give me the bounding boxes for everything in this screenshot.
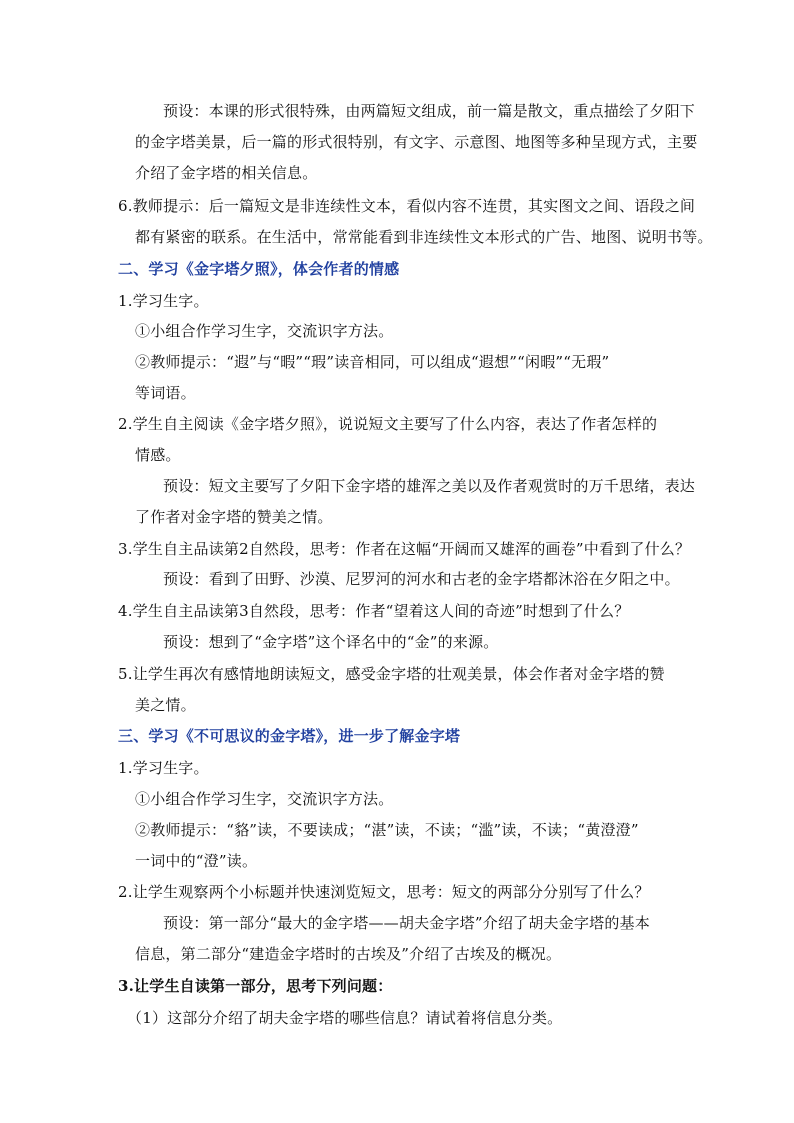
text-line: 信息，第二部分“建造金字塔时的古埃及”介绍了古埃及的概况。 — [135, 945, 562, 963]
text-line: 5.让学生再次有感情地朗读短文，感受金字塔的壮观美景，体会作者对金字塔的赞 — [118, 665, 665, 683]
text-line: 1.学习生字。 — [118, 292, 209, 310]
text-line: 预设：看到了田野、沙漠、尼罗河的河水和古老的金字塔都沐浴在夕阳之中。 — [163, 570, 680, 588]
text-line: 的金字塔美景，后一篇的形式很特别，有文字、示意图、地图等多种呈现方式，主要 — [135, 133, 698, 151]
text-line: 3.让学生自读第一部分，思考下列问题： — [118, 977, 393, 995]
section-heading-2: 二、学习《金字塔夕照》，体会作者的情感 — [118, 260, 400, 278]
text-line: 美之情。 — [135, 696, 196, 714]
text-line: 3.学生自主品读第2自然段，思考：作者在这幅“开阔而又雄浑的画卷”中看到了什么？ — [118, 540, 691, 558]
text-line: ①小组合作学习生字，交流识字方法。 — [135, 322, 394, 340]
text-line: 预设：想到了“金字塔”这个译名中的“金”的来源。 — [163, 633, 499, 651]
text-line: 预设：第一部分“最大的金字塔——胡夫金字塔”介绍了胡夫金字塔的基本 — [163, 914, 650, 932]
text-line: ①小组合作学习生字，交流识字方法。 — [135, 790, 394, 808]
section-heading-3: 三、学习《不可思议的金字塔》，进一步了解金字塔 — [118, 727, 461, 745]
text-line: 2.让学生观察两个小标题并快速浏览短文，思考：短文的两部分分别写了什么？ — [118, 883, 650, 901]
text-line: 2.学生自主阅读《金字塔夕照》，说说短文主要写了什么内容，表达了作者怎样的 — [118, 415, 658, 433]
text-line: 情感。 — [135, 446, 181, 464]
text-line: 预设：本课的形式很特殊，由两篇短文组成，前一篇是散文，重点描绘了夕阳下 — [163, 102, 696, 120]
text-line: （1）这部分介绍了胡夫金字塔的哪些信息？请试着将信息分类。 — [127, 1009, 563, 1027]
text-line: 6.教师提示：后一篇短文是非连续性文本，看似内容不连贯，其实图文之间、语段之间 — [118, 197, 696, 215]
text-line: 1.学习生字。 — [118, 759, 209, 777]
text-line: 预设：短文主要写了夕阳下金字塔的雄浑之美以及作者观赏时的万千思绪，表达 — [163, 477, 696, 495]
text-line: 等词语。 — [135, 384, 196, 402]
text-line: ②教师提示：“貉”读，不要读成；“湛”读，不读；“滥”读，不读；“黄澄澄” — [135, 821, 639, 839]
text-line: ②教师提示：“遐”与“暇”“瑕”读音相同，可以组成“遐想”“闲暇”“无瑕” — [135, 353, 610, 371]
text-line: 一词中的“澄”读。 — [135, 852, 258, 870]
text-line: 了作者对金字塔的赞美之情。 — [135, 508, 333, 526]
text-line: 4.学生自主品读第3自然段，思考：作者“望着这人间的奇迹”时想到了什么？ — [118, 602, 630, 620]
text-line: 都有紧密的联系。在生活中，常常能看到非连续性文本形式的广告、地图、说明书等。 — [135, 228, 713, 246]
text-line: 介绍了金字塔的相关信息。 — [135, 164, 318, 182]
